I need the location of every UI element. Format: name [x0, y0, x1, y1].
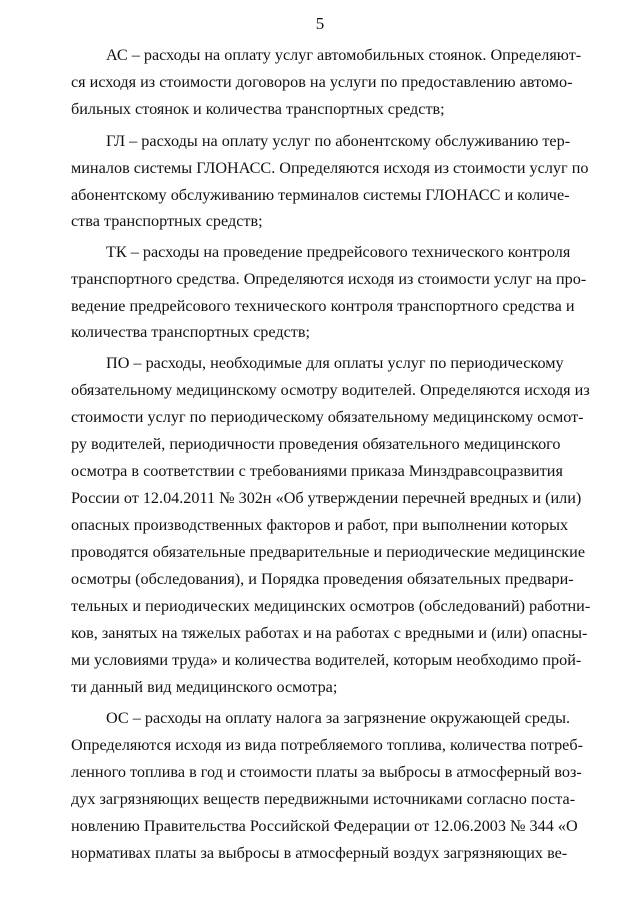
- text-line: ведение предрейсового технического контроля транспортного средства и: [71, 297, 575, 315]
- text-line: ГЛ – расходы на оплату услуг по абонентскому обслуживанию тер-: [106, 132, 571, 150]
- text-line: ру водителей, периодичности проведения обязательного медицинского: [71, 435, 561, 453]
- text-line: тельных и периодических медицинских осмотров (обследований) работни-: [71, 597, 591, 615]
- text-line: ми условиями труда» и количества водителей, которым необходимо прой-: [71, 651, 582, 669]
- text-line: ПО – расходы, необходимые для оплаты услуг по периодическому: [106, 354, 564, 372]
- text-line: осмотры (обследования), и Порядка проведения обязательных предвари-: [71, 570, 574, 588]
- text-line: стоимости услуг по периодическому обязательному медицинскому осмот-: [71, 408, 584, 426]
- text-line: ОС – расходы на оплату налога за загрязнение окружающей среды.: [106, 709, 571, 727]
- text-line: нормативах платы за выбросы в атмосферный воздух загрязняющих ве-: [71, 844, 568, 862]
- text-line: России от 12.04.2011 № 302н «Об утверждении перечней вредных и (или): [71, 489, 582, 507]
- text-line: ти данный вид медицинского осмотра;: [71, 678, 338, 696]
- text-line: бильных стоянок и количества транспортных средств;: [71, 100, 445, 118]
- text-line: проводятся обязательные предварительные и периодические медицинские: [71, 543, 585, 561]
- text-line: ства транспортных средств;: [71, 212, 263, 230]
- text-line: ТК – расходы на проведение предрейсового технического контроля: [106, 243, 571, 261]
- text-line: АС – расходы на оплату услуг автомобильных стоянок. Определяют-: [106, 46, 582, 64]
- text-line: Определяются исходя из вида потребляемого топлива, количества потреб-: [71, 736, 583, 754]
- text-line: миналов системы ГЛОНАСС. Определяются исходя из стоимости услуг по: [71, 159, 589, 177]
- text-line: опасных производственных факторов и работ, при выполнении которых: [71, 516, 569, 534]
- text-line: новлению Правительства Российской Федерации от 12.06.2003 № 344 «О: [71, 817, 578, 835]
- text-line: абонентскому обслуживанию терминалов системы ГЛОНАСС и количе-: [71, 186, 570, 204]
- text-line: осмотра в соответствии с требованиями приказа Минздравсоцразвития: [71, 462, 563, 480]
- text-line: дух загрязняющих веществ передвижными источниками согласно поста-: [71, 790, 576, 808]
- page-number: 5: [315, 14, 325, 33]
- text-line: обязательному медицинскому осмотру водителей. Определяются исходя из: [71, 381, 590, 399]
- text-line: количества транспортных средств;: [71, 323, 310, 341]
- text-line: ленного топлива в год и стоимости платы за выбросы в атмосферный воз-: [71, 763, 582, 781]
- text-line: транспортного средства. Определяются исходя из стоимости услуг на про-: [71, 270, 587, 288]
- text-line: ков, занятых на тяжелых работах и на работах с вредными и (или) опасны-: [71, 624, 588, 642]
- text-line: ся исходя из стоимости договоров на услуги по предоставлению автомо-: [71, 73, 573, 91]
